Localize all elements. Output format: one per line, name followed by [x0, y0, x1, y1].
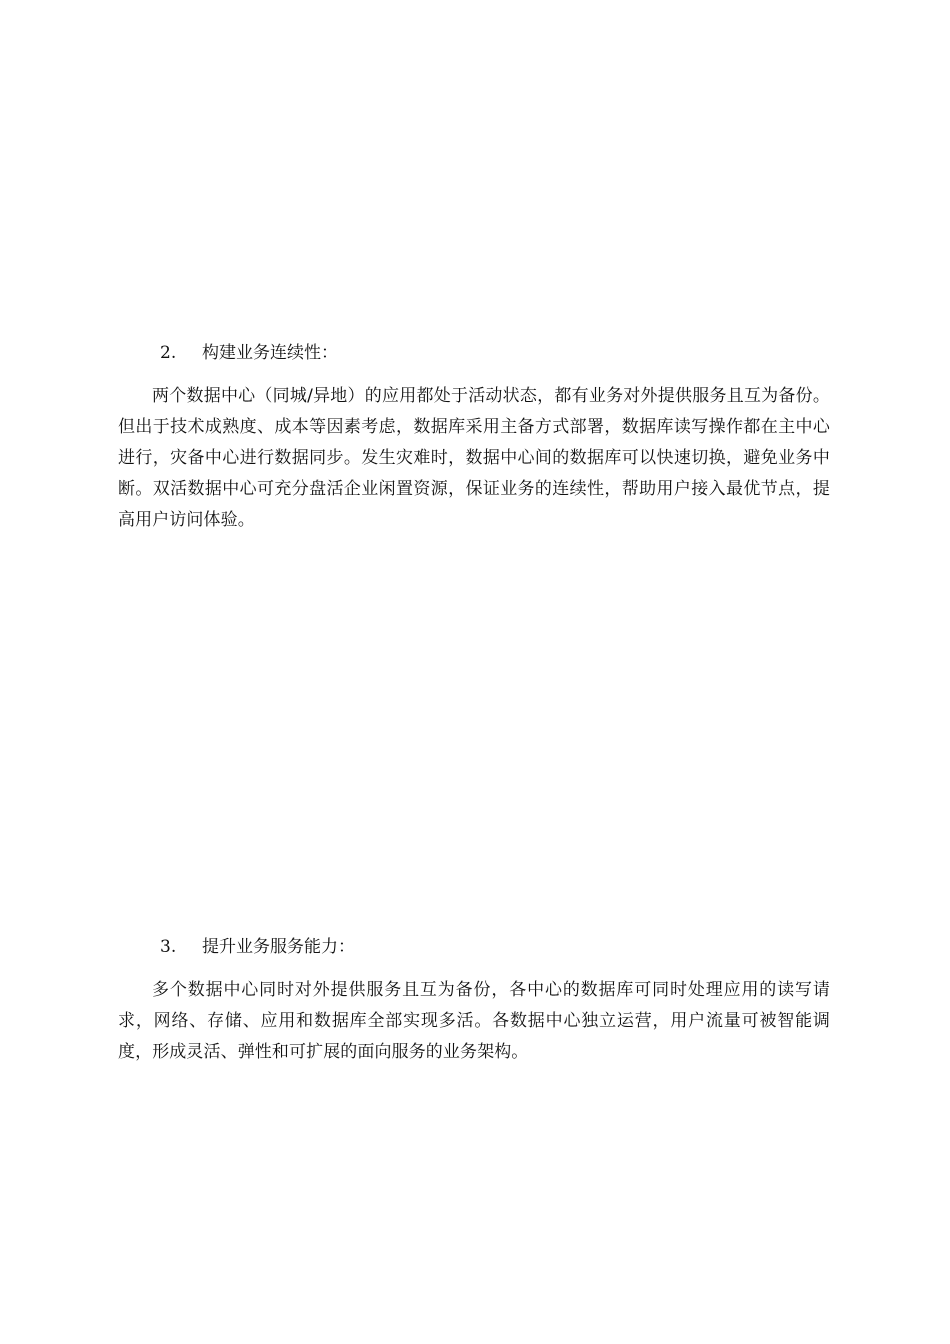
section-heading: [118, 339, 830, 367]
section-heading: [118, 933, 830, 961]
section-paragraph: 多个数据中心同时对外提供服务且互为备份，各中心的数据库可同时处理应用的读写请求，网络、存储、应用和数据库全部实现多活。各数据中心独立运营，用户流量可被智能调度，形成灵活、弹性和可扩展的面向服务的业务架构。: [118, 980, 830, 1062]
section-number: 3.: [160, 937, 177, 957]
section-title: 构建业务连续性：: [202, 343, 338, 363]
section-paragraph: 两个数据中心（同城/异地）的应用都处于活动状态，都有业务对外提供服务且互为备份。但出于技术成熟度、成本等因素考虑，数据库采用主备方式部署，数据库读写操作都在主中心进行，灾备中心进行数据同步。发生灾难时，数据中心间的数据库可以快速切换，避免业务中断。双活数据中心可充分盘活企业闲置资源，保证业务的连续性，帮助用户接入最优节点，提高用户访问体验。: [118, 386, 830, 530]
section-number: 2.: [160, 343, 177, 363]
section-service-capability: [118, 933, 830, 1085]
section-title: 提升业务服务能力：: [202, 937, 355, 957]
section-business-continuity: [118, 339, 830, 553]
